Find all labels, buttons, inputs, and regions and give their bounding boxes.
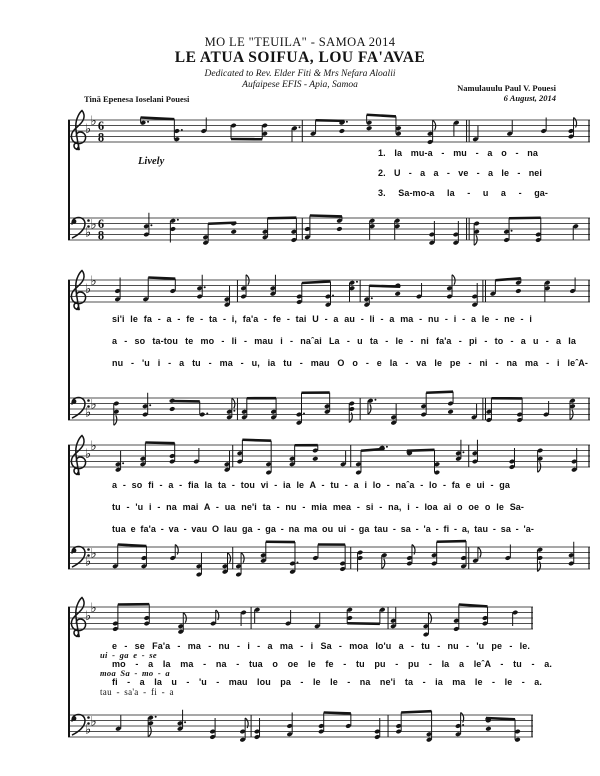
verse-2-lyrics: 2. U - a a - ve - a le - nei [378, 168, 542, 178]
flat-sign-icon: ♭ [85, 282, 92, 297]
flat-sign-icon: ♭ [90, 601, 97, 616]
treble-clef-icon [71, 271, 85, 310]
system-2-lyrics-line-3: nu - 'u i - a tu - ma - u, ia tu - mau O o - e la - va le pe - ni - na ma - i leˆA- [112, 358, 588, 368]
dedication-line-2: Aufaipese EFIS - Apia, Samoa [242, 80, 358, 90]
system-3-lyrics-line-1: a - so fi - a - fia Ia ta - tou vi - ia le A - tu - a i lo - naˆa - lo - fa e ui - ga [112, 480, 510, 490]
flat-sign-icon: ♭ [90, 274, 97, 289]
flat-sign-icon: ♭ [85, 609, 92, 624]
time-signature-lower: 8 [97, 228, 105, 243]
bass-staff-system-3 [68, 529, 590, 585]
treble-clef-icon [71, 436, 85, 475]
system-4-lyrics-line-3: fi - a Ia u - 'u - mau lou pa - le le - na ne'i ta - ia ma le - le - a. [112, 677, 542, 687]
flat-sign-icon: ♭ [85, 405, 92, 421]
system-2-lyrics-line-1: si'i le fa - a - fe - ta - i, fa'a - fe - tai U - a au - li - a ma - nu - i - a le - ne - i [112, 314, 532, 324]
system-4-interlude-2: moa Sa - mo - a [100, 668, 170, 678]
flat-sign-icon: ♭ [90, 114, 97, 129]
flat-sign-icon: ♭ [90, 546, 97, 562]
flat-sign-icon: ♭ [85, 722, 92, 738]
flat-sign-icon: ♭ [90, 714, 97, 730]
system-3-lyrics-line-3: tua e fa'a - va - vau O lau ga - ga - na ma ou ui - ga tau - sa - 'a - fi - a, tau - sa - 'a- [112, 524, 534, 534]
treble-staff-system-4 [68, 589, 533, 645]
system-4-interlude-1: ui - ga e - se [100, 650, 157, 660]
flat-sign-icon: ♭ [90, 439, 97, 454]
series-line: MO LE "TEUILA" - SAMOA 2014 [204, 35, 396, 49]
composition-date: 6 August, 2014 [503, 93, 556, 103]
verse-1-lyrics: 1. Ia mu-a - mu - a o - na [378, 148, 538, 158]
verse-3-lyrics: 3. Sa-mo-a la - u a - ga- [378, 188, 548, 198]
flat-sign-icon: ♭ [85, 447, 92, 462]
lyricist-credit: Tinā Epenesa Ioselani Pouesi [84, 94, 190, 104]
treble-clef-icon [71, 111, 85, 150]
time-signature-lower: 8 [97, 130, 105, 145]
composer-credit: Namulauulu Paul V. Pouesi [457, 83, 556, 93]
system-3-lyrics-line-2: tu - 'u i - na mai A - ua ne'i ta - nu - mia mea - si - na, i - loa ai o oe o le Sa- [112, 502, 524, 512]
treble-staff-system-3 [68, 427, 590, 483]
system-4-lyrics-line-2: mo - a Ia ma - na - tua o oe le fe - tu pu - pu - la a leˆA - tu - a. [112, 659, 552, 669]
treble-staff-system-2 [68, 262, 590, 318]
flat-sign-icon: ♭ [85, 554, 92, 570]
treble-clef-icon [71, 598, 85, 637]
time-signature-upper: 6 [97, 119, 105, 133]
page-title: LE ATUA SOIFUA, LOU FA'AVAE [174, 49, 426, 66]
dedication-line-1: Dedicated to Rev. Elder Fiti & Mrs Nefara Aloalii [204, 69, 396, 79]
system-4-tail-lyrics: tau - sa'a - fi - a [100, 687, 174, 697]
flat-sign-icon: ♭ [85, 122, 92, 137]
time-signature-upper: 6 [97, 217, 105, 231]
tempo-marking: Lively [138, 156, 165, 167]
bass-staff-system-4 [68, 697, 533, 753]
composer-credit-block [457, 83, 556, 103]
system-4-lyrics-line-1: e - se Fa'a - ma - nu - i - a ma - i Sa - moa lo'u a - tu - nu - 'u pe - le. [112, 641, 530, 651]
flat-sign-icon: ♭ [90, 397, 97, 413]
system-2-lyrics-line-2: a - so ta-tou te mo - li - mau i - naˆai La - u ta - le - ni fa'a - pi - to - a u - a Ia [112, 336, 576, 346]
bass-staff-system-1 [68, 200, 590, 256]
flat-sign-icon: ♭ [85, 225, 92, 241]
flat-sign-icon: ♭ [90, 217, 97, 233]
